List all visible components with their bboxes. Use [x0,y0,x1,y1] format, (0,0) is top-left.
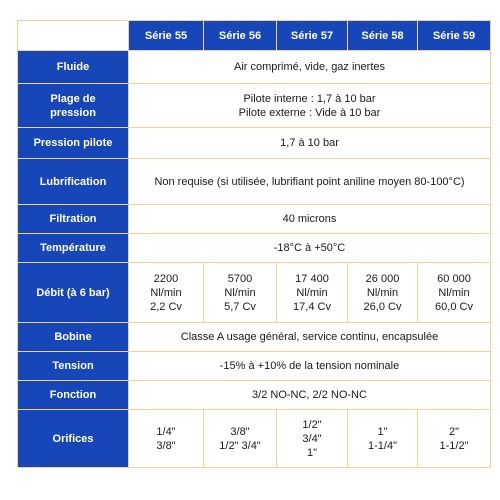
label-line: Plage de [50,92,96,105]
row-label-plage-pression [18,84,129,128]
value-fluide: Air comprimé, vide, gaz inertes [129,51,491,84]
orifices-serie-55 [129,410,204,468]
debit-cv: 17,4 Cv [293,300,331,313]
row-lubrification [18,159,491,205]
row-bobine [18,323,491,352]
value-pression-pilote: 1,7 à 10 bar [129,128,491,159]
header-row [18,21,491,51]
header-corner [18,21,129,51]
value-lubrification: Non requise (si utilisée, lubrifiant point aniline moyen 80-100°C) [129,159,491,205]
row-debit [18,263,491,323]
orifices-serie-57 [277,410,348,468]
debit-cv: 5,7 Cv [224,300,256,313]
header-serie-59: Série 59 [418,21,491,51]
row-label-lubrification: Lubrification [18,159,129,205]
row-label-temperature: Température [18,234,129,263]
debit-cv: 60,0 Cv [435,300,473,313]
debit-unit: Nl/min [296,286,328,299]
row-tension [18,352,491,381]
row-label-fonction: Fonction [18,381,129,410]
orifices-serie-58 [348,410,418,468]
orifice-size: 1-1/4" [368,439,397,452]
row-pression-pilote [18,128,491,159]
debit-serie-57 [277,263,348,323]
debit-flow: 2200 [153,272,179,285]
debit-serie-56 [204,263,277,323]
header-serie-58: Série 58 [348,21,418,51]
row-label-pression-pilote: Pression pilote [18,128,129,159]
orifice-size: 2" [448,425,460,438]
debit-serie-58 [348,263,418,323]
debit-cv: 26,0 Cv [363,300,402,313]
value-fonction: 3/2 NO-NC, 2/2 NO-NC [129,381,491,410]
value-line: Pilote externe : Vide à 10 bar [238,106,381,119]
orifice-size: 1/2" [302,418,322,431]
debit-serie-55 [129,263,204,323]
value-bobine: Classe A usage général, service continu, encapsulée [129,323,491,352]
row-label-bobine: Bobine [18,323,129,352]
orifice-size: 3/4" [302,432,322,445]
orifice-size: 1-1/2" [439,439,469,452]
row-label-tension: Tension [18,352,129,381]
row-fonction [18,381,491,410]
row-label-filtration: Filtration [18,205,129,234]
row-plage-pression [18,84,491,128]
label-line: pression [50,106,96,119]
orifice-size: 1/4" [156,425,176,438]
orifice-size: 3/8" [156,439,176,452]
orifice-size: 1/2" 3/4" [219,439,261,452]
header-serie-56: Série 56 [204,21,277,51]
header-serie-57: Série 57 [277,21,348,51]
value-plage-pression [129,84,491,128]
debit-flow: 60 000 [437,272,471,285]
value-tension: -15% à +10% de la tension nominale [129,352,491,381]
debit-unit: Nl/min [150,286,182,299]
debit-unit: Nl/min [366,286,399,299]
debit-flow: 26 000 [365,272,400,285]
row-label-orifices: Orifices [18,410,129,468]
orifices-serie-59 [418,410,491,468]
debit-cv: 2,2 Cv [150,300,182,313]
row-temperature [18,234,491,263]
row-label-debit: Débit (à 6 bar) [18,263,129,323]
header-serie-55: Série 55 [129,21,204,51]
orifice-size: 1" [377,425,388,438]
orifices-serie-56 [204,410,277,468]
debit-flow: 17 400 [295,272,329,285]
row-label-fluide: Fluide [18,51,129,84]
row-filtration [18,205,491,234]
value-line: Pilote interne : 1,7 à 10 bar [243,92,376,105]
spec-table [17,20,491,468]
value-filtration: 40 microns [129,205,491,234]
debit-serie-59 [418,263,491,323]
row-orifices [18,410,491,468]
orifice-size: 1" [306,446,318,459]
debit-flow: 5700 [227,272,253,285]
debit-unit: Nl/min [438,286,470,299]
debit-unit: Nl/min [224,286,256,299]
orifice-size: 3/8" [230,425,250,438]
value-temperature: -18°C à +50°C [129,234,491,263]
row-fluide [18,51,491,84]
